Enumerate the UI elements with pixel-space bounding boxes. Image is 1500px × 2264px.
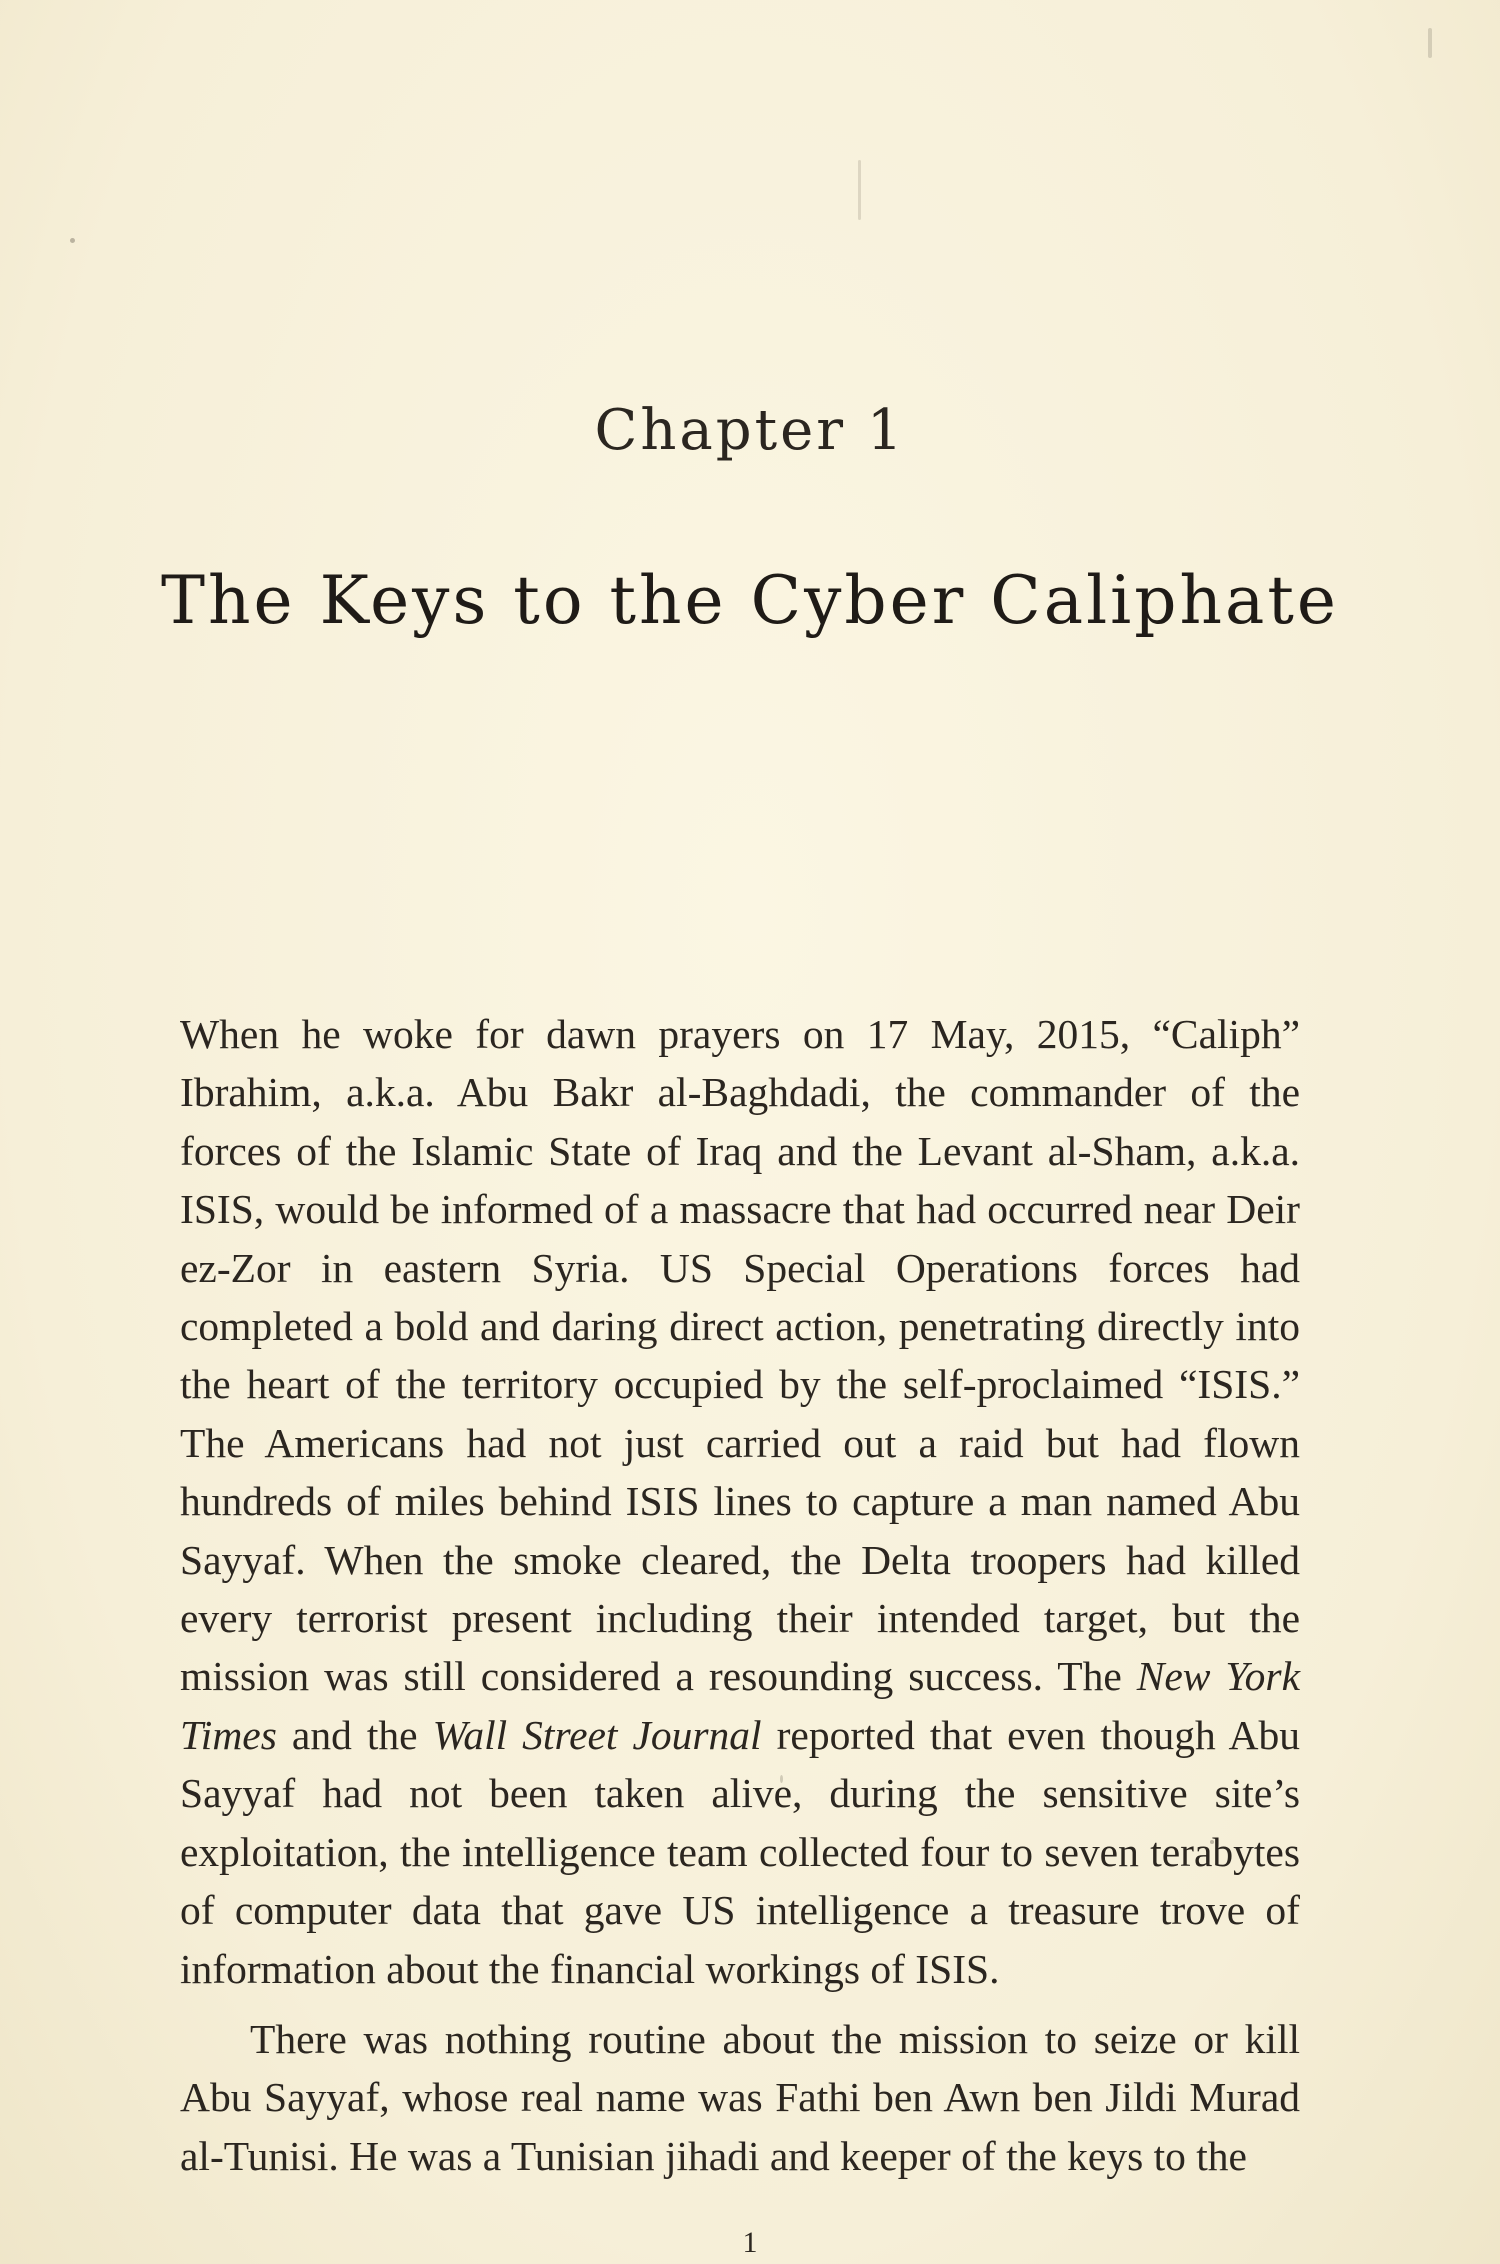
paragraph-1-text-a: When he woke for dawn prayers on 17 May, 2015, “Caliph” Ibrahim, a.k.a. Abu Bakr al-Baghdadi, the commander of the forces of the Islamic State of Iraq and the Levant al-Sham, a.k.a. ISIS, would be informed of a massacre that had occurred near Deir ez-Zor in eastern Syria. US Special Operations forces had completed a bold and daring direct action, penetrating directly into the heart of the territory occupied by the self-proclaimed “ISIS.” The Americans had not just carried out a raid but had flown hundreds of miles behind ISIS lines to capture a man named Abu Sayyaf. When the smoke cleared, the Delta troopers had killed every terrorist present including their intended target, but the mission was still considered a resounding success. The [180,1011,1300,1700]
paragraph-2: There was nothing routine about the mission to seize or kill Abu Sayyaf, whose real name was Fathi ben Awn ben Jildi Murad al-Tunisi. He was a Tunisian jihadi and keeper of the keys to the [180,2015,1300,2179]
chapter-title: The Keys to the Cyber Caliphate [161,562,1339,639]
publication-title-wsj: Wall Street Journal [432,1711,762,1758]
chapter-label: Chapter 1 [594,398,906,463]
paragraph-1-conjunction: and the [276,1711,433,1758]
scan-speck [1428,28,1432,58]
paragraph-1 [180,1005,1300,1998]
page-number: 1 [742,2226,758,2259]
paragraph-1-text-b: reported that even though Abu Sayyaf had not been taken alive, during the sensitive site’s exploitation, the intelligence team collected four to seven terabytes of computer data that gave US intelligence a treasure trove of information about the financial workings of ISIS. [180,1711,1300,1992]
scan-speck [70,238,75,243]
scan-speck [858,160,861,220]
publication-title-nyt: New York Times [180,1653,1300,1758]
chapter-body [180,1005,1300,2185]
